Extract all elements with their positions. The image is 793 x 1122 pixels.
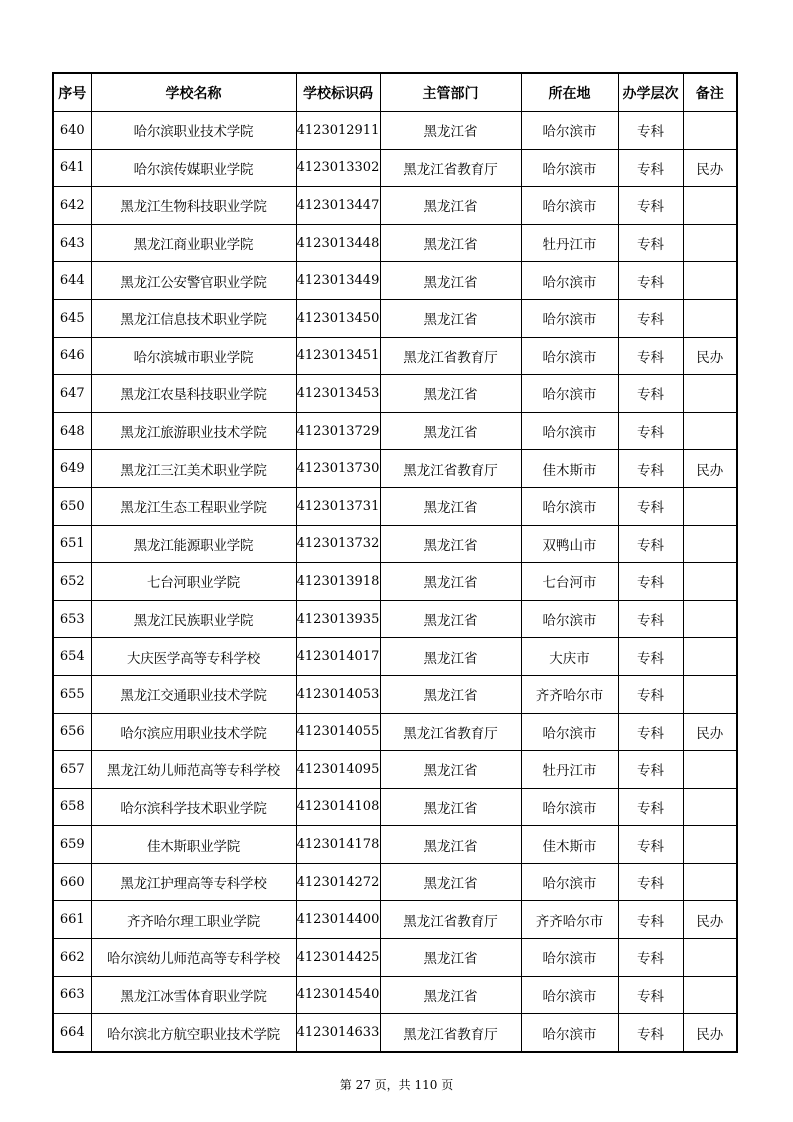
table-row [53, 638, 737, 676]
cell-school-name: 黑龙江民族职业学院 [91, 600, 296, 638]
cell-level: 专科 [618, 262, 683, 300]
cell-remark [683, 675, 737, 713]
cell-department: 黑龙江省 [380, 487, 521, 525]
cell-remark [683, 788, 737, 826]
cell-school-code: 4123013731 [296, 487, 380, 525]
cell-index: 644 [53, 262, 91, 300]
cell-location: 双鸭山市 [521, 525, 618, 563]
cell-school-code: 4123013450 [296, 299, 380, 337]
cell-school-name: 大庆医学高等专科学校 [91, 638, 296, 676]
cell-school-name: 黑龙江冰雪体育职业学院 [91, 976, 296, 1014]
cell-department: 黑龙江省教育厅 [380, 713, 521, 751]
cell-index: 645 [53, 299, 91, 337]
cell-location: 哈尔滨市 [521, 187, 618, 225]
cell-index: 658 [53, 788, 91, 826]
cell-level: 专科 [618, 299, 683, 337]
cell-school-code: 4123014095 [296, 751, 380, 789]
cell-level: 专科 [618, 600, 683, 638]
cell-department: 黑龙江省 [380, 525, 521, 563]
cell-index: 650 [53, 487, 91, 525]
cell-remark [683, 187, 737, 225]
cell-department: 黑龙江省 [380, 638, 521, 676]
cell-school-name: 哈尔滨城市职业学院 [91, 337, 296, 375]
cell-index: 660 [53, 863, 91, 901]
cell-department: 黑龙江省 [380, 224, 521, 262]
cell-remark [683, 299, 737, 337]
cell-level: 专科 [618, 751, 683, 789]
cell-location: 哈尔滨市 [521, 600, 618, 638]
cell-location: 哈尔滨市 [521, 412, 618, 450]
cell-remark [683, 563, 737, 601]
cell-location: 牡丹江市 [521, 751, 618, 789]
cell-school-code: 4123013448 [296, 224, 380, 262]
cell-school-name: 哈尔滨职业技术学院 [91, 112, 296, 150]
cell-level: 专科 [618, 1014, 683, 1052]
cell-school-name: 黑龙江幼儿师范高等专科学校 [91, 751, 296, 789]
cell-index: 661 [53, 901, 91, 939]
cell-location: 哈尔滨市 [521, 262, 618, 300]
cell-school-code: 4123013453 [296, 375, 380, 413]
cell-level: 专科 [618, 863, 683, 901]
cell-location: 哈尔滨市 [521, 863, 618, 901]
cell-index: 648 [53, 412, 91, 450]
cell-location: 齐齐哈尔市 [521, 675, 618, 713]
cell-school-code: 4123013447 [296, 187, 380, 225]
cell-remark: 民办 [683, 337, 737, 375]
cell-index: 653 [53, 600, 91, 638]
cell-remark [683, 976, 737, 1014]
header-level: 办学层次 [618, 73, 683, 112]
cell-school-name: 黑龙江公安警官职业学院 [91, 262, 296, 300]
table-row [53, 299, 737, 337]
table-header-row [53, 73, 737, 112]
cell-level: 专科 [618, 563, 683, 601]
table-row [53, 187, 737, 225]
cell-department: 黑龙江省 [380, 863, 521, 901]
cell-remark: 民办 [683, 1014, 737, 1052]
table-row [53, 224, 737, 262]
cell-remark [683, 112, 737, 150]
cell-school-name: 哈尔滨幼儿师范高等专科学校 [91, 939, 296, 977]
cell-level: 专科 [618, 976, 683, 1014]
cell-school-name: 哈尔滨北方航空职业技术学院 [91, 1014, 296, 1052]
table-row [53, 412, 737, 450]
cell-level: 专科 [618, 224, 683, 262]
cell-location: 哈尔滨市 [521, 299, 618, 337]
cell-level: 专科 [618, 901, 683, 939]
cell-school-name: 黑龙江护理高等专科学校 [91, 863, 296, 901]
cell-level: 专科 [618, 713, 683, 751]
cell-school-name: 哈尔滨传媒职业学院 [91, 149, 296, 187]
cell-school-code: 4123013451 [296, 337, 380, 375]
cell-school-name: 黑龙江商业职业学院 [91, 224, 296, 262]
table-row [53, 751, 737, 789]
cell-school-code: 4123013918 [296, 563, 380, 601]
cell-department: 黑龙江省 [380, 262, 521, 300]
header-department: 主管部门 [380, 73, 521, 112]
cell-remark: 民办 [683, 901, 737, 939]
cell-remark: 民办 [683, 713, 737, 751]
cell-department: 黑龙江省 [380, 751, 521, 789]
cell-location: 七台河市 [521, 563, 618, 601]
cell-remark [683, 412, 737, 450]
cell-location: 哈尔滨市 [521, 149, 618, 187]
cell-remark [683, 224, 737, 262]
cell-index: 642 [53, 187, 91, 225]
table-row [53, 788, 737, 826]
cell-school-name: 黑龙江生态工程职业学院 [91, 487, 296, 525]
table-row [53, 487, 737, 525]
cell-level: 专科 [618, 450, 683, 488]
cell-index: 655 [53, 675, 91, 713]
cell-index: 656 [53, 713, 91, 751]
cell-department: 黑龙江省 [380, 187, 521, 225]
cell-school-code: 4123014055 [296, 713, 380, 751]
cell-level: 专科 [618, 187, 683, 225]
table-row [53, 600, 737, 638]
cell-school-code: 4123013732 [296, 525, 380, 563]
cell-school-name: 黑龙江农垦科技职业学院 [91, 375, 296, 413]
cell-school-name: 黑龙江信息技术职业学院 [91, 299, 296, 337]
table-row [53, 976, 737, 1014]
cell-department: 黑龙江省教育厅 [380, 901, 521, 939]
cell-school-code: 4123014053 [296, 675, 380, 713]
cell-department: 黑龙江省 [380, 375, 521, 413]
cell-department: 黑龙江省 [380, 788, 521, 826]
cell-location: 牡丹江市 [521, 224, 618, 262]
cell-index: 657 [53, 751, 91, 789]
cell-location: 佳木斯市 [521, 450, 618, 488]
header-index: 序号 [53, 73, 91, 112]
cell-level: 专科 [618, 638, 683, 676]
cell-location: 哈尔滨市 [521, 337, 618, 375]
cell-school-name: 佳木斯职业学院 [91, 826, 296, 864]
cell-location: 哈尔滨市 [521, 1014, 618, 1052]
cell-department: 黑龙江省教育厅 [380, 1014, 521, 1052]
cell-level: 专科 [618, 337, 683, 375]
header-remark: 备注 [683, 73, 737, 112]
cell-department: 黑龙江省教育厅 [380, 149, 521, 187]
cell-remark [683, 638, 737, 676]
cell-school-code: 4123014540 [296, 976, 380, 1014]
cell-remark [683, 863, 737, 901]
cell-school-code: 4123014108 [296, 788, 380, 826]
cell-department: 黑龙江省 [380, 826, 521, 864]
cell-location: 哈尔滨市 [521, 976, 618, 1014]
cell-level: 专科 [618, 487, 683, 525]
cell-index: 654 [53, 638, 91, 676]
table-row [53, 939, 737, 977]
header-school-name: 学校名称 [91, 73, 296, 112]
cell-location: 哈尔滨市 [521, 788, 618, 826]
cell-location: 齐齐哈尔市 [521, 901, 618, 939]
cell-location: 哈尔滨市 [521, 939, 618, 977]
cell-remark [683, 525, 737, 563]
cell-location: 哈尔滨市 [521, 487, 618, 525]
cell-school-code: 4123013730 [296, 450, 380, 488]
cell-school-code: 4123013302 [296, 149, 380, 187]
header-location: 所在地 [521, 73, 618, 112]
cell-school-code: 4123012911 [296, 112, 380, 150]
cell-location: 哈尔滨市 [521, 375, 618, 413]
cell-level: 专科 [618, 112, 683, 150]
cell-index: 662 [53, 939, 91, 977]
cell-department: 黑龙江省 [380, 600, 521, 638]
cell-index: 664 [53, 1014, 91, 1052]
table-row [53, 525, 737, 563]
cell-location: 佳木斯市 [521, 826, 618, 864]
table-body [53, 112, 737, 1052]
cell-index: 646 [53, 337, 91, 375]
cell-department: 黑龙江省 [380, 412, 521, 450]
cell-remark: 民办 [683, 450, 737, 488]
cell-school-code: 4123013449 [296, 262, 380, 300]
table-row [53, 1014, 737, 1052]
cell-index: 640 [53, 112, 91, 150]
cell-school-code: 4123013935 [296, 600, 380, 638]
cell-index: 649 [53, 450, 91, 488]
cell-index: 659 [53, 826, 91, 864]
cell-department: 黑龙江省教育厅 [380, 337, 521, 375]
cell-index: 651 [53, 525, 91, 563]
table-row [53, 675, 737, 713]
cell-school-name: 黑龙江生物科技职业学院 [91, 187, 296, 225]
table-row [53, 563, 737, 601]
cell-remark [683, 600, 737, 638]
cell-level: 专科 [618, 826, 683, 864]
header-school-code: 学校标识码 [296, 73, 380, 112]
cell-index: 643 [53, 224, 91, 262]
cell-location: 哈尔滨市 [521, 713, 618, 751]
school-list-table [52, 72, 738, 1053]
cell-school-name: 哈尔滨科学技术职业学院 [91, 788, 296, 826]
cell-school-code: 4123014633 [296, 1014, 380, 1052]
table-row [53, 112, 737, 150]
cell-school-code: 4123014400 [296, 901, 380, 939]
cell-school-name: 齐齐哈尔理工职业学院 [91, 901, 296, 939]
cell-department: 黑龙江省 [380, 112, 521, 150]
cell-school-name: 黑龙江交通职业技术学院 [91, 675, 296, 713]
cell-remark [683, 487, 737, 525]
cell-department: 黑龙江省教育厅 [380, 450, 521, 488]
cell-level: 专科 [618, 675, 683, 713]
cell-index: 647 [53, 375, 91, 413]
cell-school-code: 4123014425 [296, 939, 380, 977]
cell-school-code: 4123013729 [296, 412, 380, 450]
cell-remark [683, 262, 737, 300]
cell-index: 652 [53, 563, 91, 601]
cell-remark [683, 939, 737, 977]
cell-department: 黑龙江省 [380, 299, 521, 337]
cell-remark [683, 751, 737, 789]
cell-level: 专科 [618, 939, 683, 977]
cell-index: 663 [53, 976, 91, 1014]
table-row [53, 375, 737, 413]
cell-location: 哈尔滨市 [521, 112, 618, 150]
cell-department: 黑龙江省 [380, 563, 521, 601]
cell-school-code: 4123014178 [296, 826, 380, 864]
cell-remark [683, 375, 737, 413]
table-row [53, 262, 737, 300]
table-row [53, 826, 737, 864]
page-footer: 第 27 页，共 110 页 [339, 1078, 454, 1092]
cell-school-name: 哈尔滨应用职业技术学院 [91, 713, 296, 751]
cell-remark: 民办 [683, 149, 737, 187]
cell-level: 专科 [618, 412, 683, 450]
table-row [53, 450, 737, 488]
table-row [53, 337, 737, 375]
cell-department: 黑龙江省 [380, 976, 521, 1014]
cell-level: 专科 [618, 149, 683, 187]
cell-school-name: 黑龙江旅游职业技术学院 [91, 412, 296, 450]
cell-level: 专科 [618, 525, 683, 563]
table-row [53, 901, 737, 939]
table-row [53, 149, 737, 187]
cell-level: 专科 [618, 375, 683, 413]
cell-department: 黑龙江省 [380, 939, 521, 977]
cell-index: 641 [53, 149, 91, 187]
cell-department: 黑龙江省 [380, 675, 521, 713]
table-row [53, 863, 737, 901]
cell-school-name: 七台河职业学院 [91, 563, 296, 601]
cell-school-name: 黑龙江能源职业学院 [91, 525, 296, 563]
table-row [53, 713, 737, 751]
cell-school-code: 4123014272 [296, 863, 380, 901]
cell-school-name: 黑龙江三江美术职业学院 [91, 450, 296, 488]
cell-level: 专科 [618, 788, 683, 826]
cell-school-code: 4123014017 [296, 638, 380, 676]
cell-remark [683, 826, 737, 864]
cell-location: 大庆市 [521, 638, 618, 676]
